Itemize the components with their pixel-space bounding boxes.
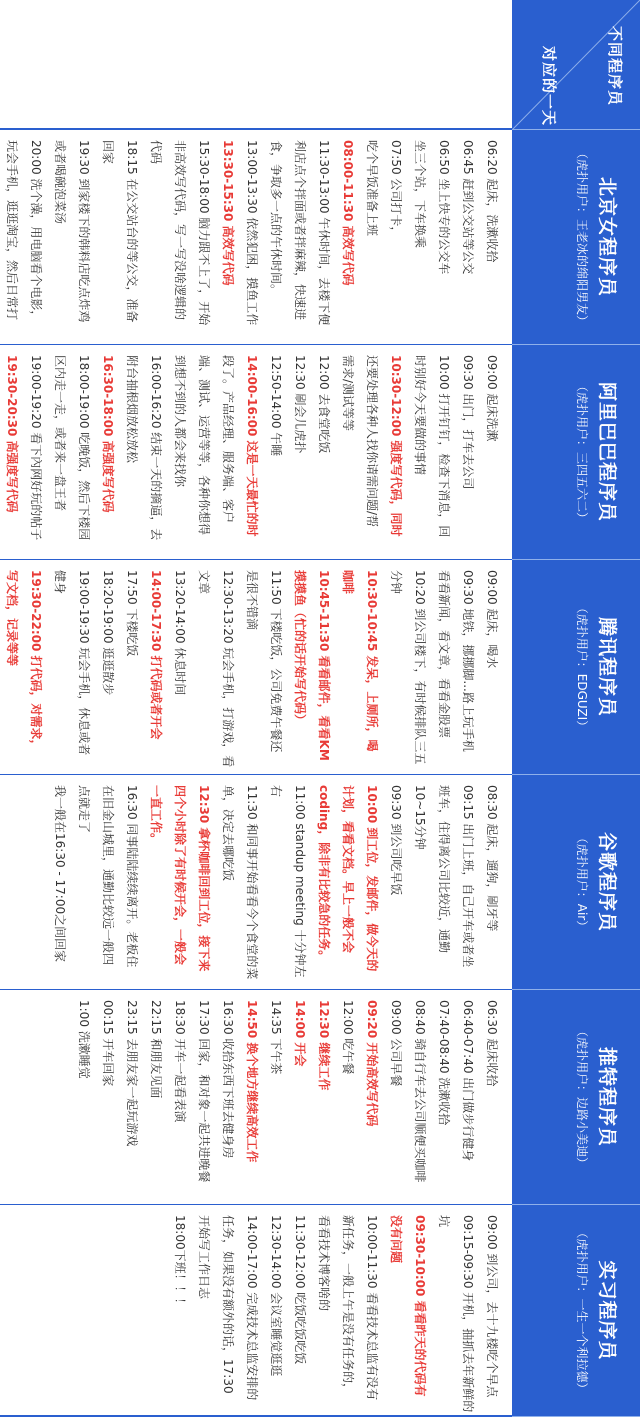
schedule-line: 00:15 开车回家 [101,1000,115,1087]
schedule-line: 06:40-07:40 出门做步行健身 [461,1000,475,1162]
highlighted-schedule-line: 计划，看看文档。早上一般不会 [341,785,355,954]
schedule-line: 11:30 和同事开始看看今个食堂的菜 [245,785,259,980]
schedule-line: 12:00 吃午餐 [341,1000,355,1075]
schedule-line: 06:50 坐上快专的公交车 [437,140,451,275]
schedule-line: 利店点个拌面或者拌麻辣，快速进 [293,140,307,321]
column-title: 实习程序员 [596,1260,618,1361]
column-header [512,345,640,560]
highlighted-schedule-line: 10:00 到工位，发邮件，做今天的 [365,785,379,972]
highlighted-schedule-line: 14:00 开会 [293,1000,307,1067]
highlighted-schedule-line: 16:30-18:00 高强度写代码 [101,355,115,513]
schedule-line: 坐三个站，下车换乘 [413,140,427,249]
column-subtitle: （虎扑用户：EDGUZI） [575,601,589,733]
schedule-line: 16:00-16:20 结束一天的摘逼，去 [149,355,163,541]
column-title: 北京女程序员 [596,176,618,297]
highlighted-schedule-line: 13:30-15:30 高效写代码 [221,140,235,286]
highlighted-schedule-line: 12:30 继续工作 [317,1000,331,1091]
schedule-line: 19:00-19:30 玩会手机，休息或者 [77,570,91,756]
header-band [512,0,640,1417]
highlighted-schedule-line: 09:30-10:00 看看昨天的代码有 [413,1215,427,1397]
highlighted-schedule-line: 14:00-16:00 这是一天最忙的时 [245,355,259,537]
schedule-line: 09:00 起床，喝水 [485,570,499,669]
schedule-line: 13:00-13:30 依然犯困，摸鱼工作 [245,140,259,326]
highlighted-schedule-line: 19:30-22:00 打代码，对需求， [29,570,43,752]
highlighted-schedule-line: 19:30-20:30 高强度写代码 [5,355,19,513]
schedule-line: 文章 [197,570,211,595]
schedule-line: 我一般在16:30 - 17:00之间回家 [53,785,67,963]
column-subtitle: （虎扑用户：三四五六二） [575,379,589,524]
schedule-line: 09:00 公司早餐 [389,1000,403,1087]
schedule-line: 09:00 起床洗漱 [485,355,499,442]
highlighted-schedule-line: 08:00-11:30 高效写代码 [341,140,355,286]
schedule-line: 附台抽根烟放松放松 [125,355,139,464]
schedule-line: 10:00-11:30 看看技术总监有没有 [365,1215,379,1401]
column-subtitle: （虎扑用户：一生一个利拉德） [575,1226,589,1395]
schedule-line: 23:15 去朋友家一起玩游戏 [125,1000,139,1147]
schedule-line: 09:30 到公司吃早饭 [389,785,403,896]
schedule-line: 07:50 公司打卡， [389,140,403,239]
schedule-line: 在旧金山城里，通勤比较远一般四 [101,785,115,966]
highlighted-schedule-line: 14:00-17:30 打代码或者开会 [149,570,163,740]
schedule-line: 06:20 起床，洗漱收拾 [485,140,499,263]
schedule-line: 09:30 出门，打车去公司 [461,355,475,490]
schedule-line: 17:50 下楼吃饭 [125,570,139,657]
schedule-line: 16:30 同事陆陆续续离开。老板住 [125,785,139,968]
corner-label-day: 对应的一天 [540,46,558,127]
highlighted-schedule-line: 摸摸鱼（忙的话开始写代码） [293,570,307,727]
schedule-line: 代码 [149,140,163,165]
column-title: 阿里巴巴程序员 [596,381,618,522]
schedule-line: 健身 [53,570,67,595]
schedule-line: 还要处理各种人找你请需问题/帮 [365,355,379,528]
schedule-line: 09:15-09:30 开机，抽抓去年新鲜的 [461,1215,475,1413]
schedule-line: 06:30 起床收拾 [485,1000,499,1087]
schedule-line: 1:00 洗漱睡觉 [77,1000,91,1079]
schedule-line: 11:30-13:00 午休时间，去楼下便 [317,140,331,326]
column-header [512,775,640,990]
column-title: 腾讯程序员 [596,616,618,717]
highlighted-schedule-line: 一直工作。 [149,785,163,846]
schedule-line: 18:00-19:00 吃晚饭，然后下楼园 [77,355,91,541]
schedule-line: 点就走了 [77,785,91,834]
highlighted-schedule-line: 09:20 开始高效写代码 [365,1000,379,1127]
schedule-line: 08:40 骑自行车去公司顺便买咖啡 [413,1000,427,1183]
schedule-line: 08:30 起床，遛狗，刷牙等 [485,785,499,932]
column-subtitle: （虎扑用户：王老冰的绵阳男友） [575,146,589,327]
schedule-line: 班车，住得离公司比较近，通勤 [437,785,451,954]
schedule-line: 19:30 到家楼下的韩料店吃点炸鸡 [77,140,91,323]
schedule-line: 19:00-19:20 看下內网好玩的帖子 [29,355,43,541]
schedule-line: 段了。产品经理、服务端、客户 [221,355,235,524]
highlighted-schedule-line: 10:30-12:00 强度写代码，同时 [389,355,403,537]
schedule-line: 需求/测试等等 [341,355,355,432]
schedule-line: 时别好今天要做的事情 [413,355,427,476]
schedule-line: 右 [269,785,283,798]
schedule-line: 06:45 赶到公交站等公交 [461,140,475,275]
schedule-line: 18:00下班！！！ [173,1215,187,1310]
schedule-line: 看看新闻，看文章，看看金股票 [437,570,451,739]
schedule-line: 10~15分钟 [413,785,427,850]
highlighted-schedule-line: 14:50 换个地方继续高效工作 [245,1000,259,1163]
highlighted-schedule-line: coding，除非有比较急的任务。 [317,785,331,963]
highlighted-schedule-line: 12:30 拿杯咖啡回到工位，接下来 [197,785,211,972]
schedule-line: 18:15 在公交站台的等公交，准备 [125,140,139,323]
schedule-line: 或者喝碗泡菜汤 [53,140,67,225]
column-header [512,130,640,345]
schedule-line: 回家 [101,140,115,165]
highlighted-schedule-line: 10:45-11:30 看看邮件，看看KM [317,570,331,761]
corner-cell [512,0,640,130]
highlighted-schedule-line: 咖啡 [341,570,355,595]
schedule-line: 到想不到的人都会来找你 [173,355,187,488]
column-title: 谷歌程序员 [596,831,618,932]
schedule-line: 16:30 收拾东西下班去健身房 [221,1000,235,1159]
schedule-line: 11:30-12:00 吃饭吃饭吃饭 [293,1215,307,1365]
schedule-line: 22:15 和朋友见面 [149,1000,163,1099]
schedule-line: 18:30 开车一起看表演 [173,1000,187,1123]
schedule-column [0,560,512,775]
schedule-line: 14:35 下午茶 [269,1000,283,1075]
schedule-column [0,130,512,345]
schedule-line: 11:50 下楼吃饭，公司免费午餐还 [269,570,283,753]
schedule-column [0,345,512,560]
schedule-line: 新任务，一般上午是没有任务的， [341,1215,355,1396]
schedule-line: 单，决定去哪吃饭 [221,785,235,882]
column-title: 推特程序员 [596,1046,618,1147]
schedule-line: 18:20-19:00 逛逛散步 [101,570,115,696]
schedule-line: 吃个早饭准备上班 [365,140,379,237]
highlighted-schedule-line: 没有问题 [389,1215,403,1264]
schedule-column [0,1205,512,1417]
schedule-line: 玩会手机，逛逛淘宝，然后日常打 [5,140,19,321]
schedule-line: 分钟 [389,570,403,595]
schedule-line: 是很不错滴 [245,570,259,631]
schedule-line: 12:30 刷会儿虎扑 [293,355,307,454]
column-header [512,990,640,1205]
schedule-line: 任务，如果没有额外的话，17:30 [221,1215,235,1394]
schedule-line: 13:20-14:00 休息时间 [173,570,187,696]
schedule-line: 12:30-14:00 会议室睡觉逛逛 [269,1215,283,1377]
schedule-line: 14:00-17:00 完成技术总监安排的 [245,1215,259,1401]
column-header [512,1205,640,1417]
schedule-line: 12:00 去食堂吃饭 [317,355,331,454]
schedule-line: 10:00 打开钉钉，检查下消息，回 [437,355,451,538]
schedule-line: 开始写工作日志 [197,1215,211,1300]
column-subtitle: （虎扑用户：边路小美迪） [575,1024,589,1169]
schedule-line: 端、测试、运营等等，各种你想得 [197,355,211,536]
column-subtitle: （虎扑用户：Air） [575,831,589,933]
schedule-line: 11:00 standup meeting 十分钟左 [293,785,307,978]
column-header [512,560,640,775]
schedule-line: 07:40-08:40 洗漱收拾 [437,1000,451,1126]
schedule-line: 12:30-13:20 玩会手机，打游戏，看 [221,570,235,768]
schedule-line: 坑 [437,1215,451,1228]
schedule-line: 09:30 地铁，挪挪脚...路上玩手机 [461,570,475,752]
schedule-column [0,775,512,990]
schedule-line: 09:00 到公司，去十九楼吃个早点 [485,1215,499,1398]
schedule-line: 食，争取多一点的午休时间。 [269,140,283,297]
schedule-line: 15:30-18:00 脑力跟不上了，开始 [197,140,211,326]
schedule-line: 09:15 出门上班，自己开车或者坐 [461,785,475,968]
corner-label-programmers: 不同程序员 [606,26,624,107]
highlighted-schedule-line: 四个小时除了有时候开会，一般会 [173,785,187,966]
schedule-line: 10:20 到公司楼下，有时候排队三五 [413,570,427,765]
schedule-line: 20:00 洗个澡，用电脑看个电影， [29,140,43,323]
schedule-column [0,990,512,1205]
highlighted-schedule-line: 10:30-10:45 发呆，上厕所，喝 [365,570,379,752]
schedule-line: 区内走一走，或者来一盘王者 [53,355,67,512]
highlighted-schedule-line: 写文档，记录等等 [5,570,19,667]
schedule-line: 非高效写代码，写一写没啥逻辑的 [173,140,187,321]
schedule-line: 17:30 回家，和对象一起共进晚餐 [197,1000,211,1183]
schedule-line: 12:50-14:00 午睡 [269,355,283,457]
schedule-line: 看看技术博客啥的 [317,1215,331,1312]
